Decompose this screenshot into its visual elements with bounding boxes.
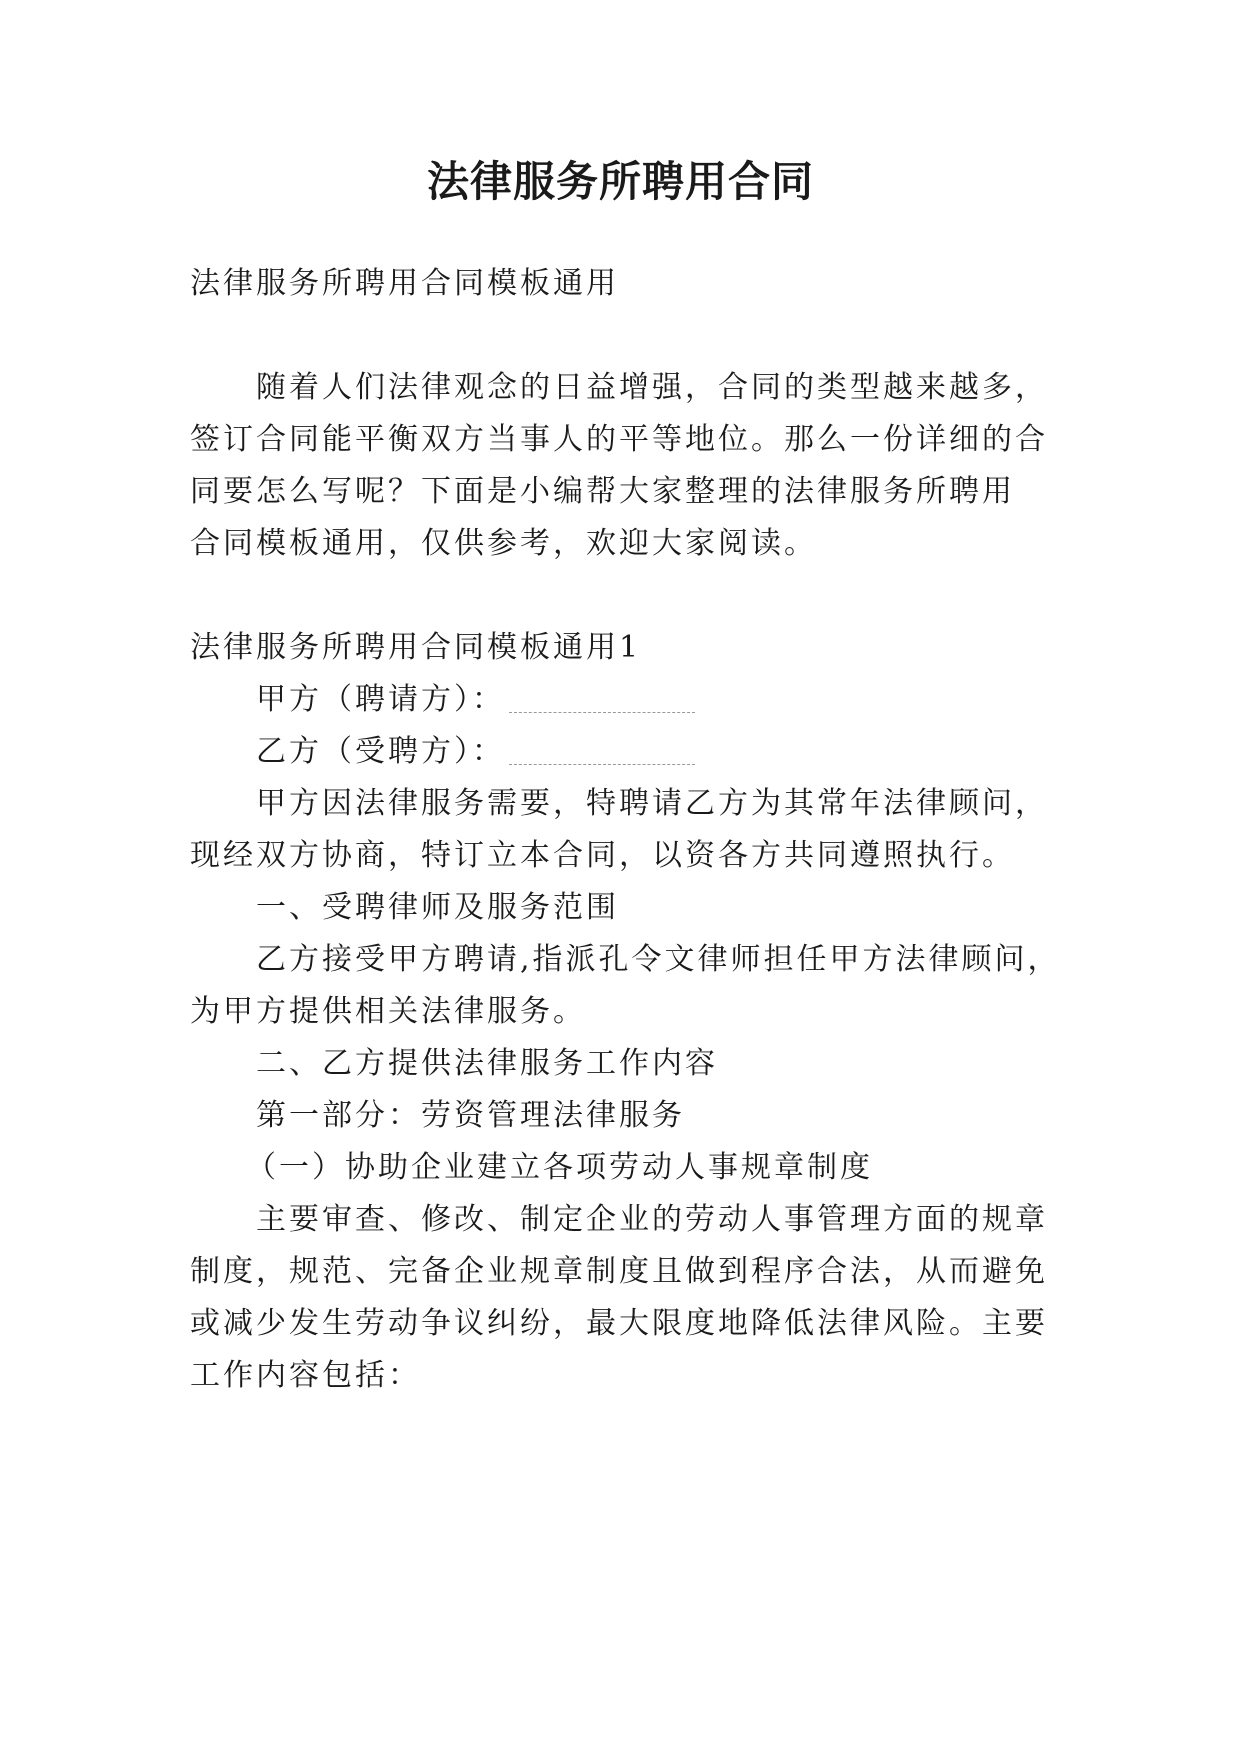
party-a-label: 甲方（聘请方）：	[256, 682, 505, 717]
part-heading: 第一部分：劳资管理法律服务	[256, 1098, 685, 1133]
document-title: 法律服务所聘用合同	[426, 157, 814, 206]
body-line: 甲方因法律服务需要，特聘请乙方为其常年法律顾问，	[256, 786, 1048, 821]
party-b-line	[256, 732, 1136, 772]
intro-line: 签订合同能平衡双方当事人的平等地位。那么一份详细的合	[190, 422, 1048, 457]
body-line: 现经双方协商，特订立本合同，以资各方共同遵照执行。	[190, 838, 1015, 873]
body-line: 为甲方提供相关法律服务。	[190, 994, 586, 1029]
section-heading: 法律服务所聘用合同模板通用1	[190, 630, 642, 665]
subclause-heading: （一）协助企业建立各项劳动人事规章制度	[246, 1150, 873, 1185]
body-line: 或减少发生劳动争议纠纷，最大限度地降低法律风险。主要	[190, 1306, 1048, 1341]
party-b-label: 乙方（受聘方）：	[256, 734, 505, 769]
body-line: 制度，规范、完备企业规章制度且做到程序合法，从而避免	[190, 1254, 1048, 1289]
party-b-blank	[509, 762, 695, 765]
body-line: 工作内容包括：	[190, 1358, 421, 1393]
party-a-blank	[509, 710, 695, 713]
party-a-line	[256, 680, 1136, 720]
intro-line: 随着人们法律观念的日益增强，合同的类型越来越多，	[256, 370, 1048, 405]
clause-heading: 二、乙方提供法律服务工作内容	[256, 1046, 718, 1081]
intro-line: 合同模板通用，仅供参考，欢迎大家阅读。	[190, 526, 817, 561]
document-subtitle: 法律服务所聘用合同模板通用	[190, 266, 619, 301]
body-line: 乙方接受甲方聘请,指派孔令文律师担任甲方法律顾问，	[256, 942, 1061, 977]
body-line: 主要审查、修改、制定企业的劳动人事管理方面的规章	[256, 1202, 1048, 1237]
intro-line: 同要怎么写呢？下面是小编帮大家整理的法律服务所聘用	[190, 474, 1015, 509]
clause-heading: 一、受聘律师及服务范围	[256, 890, 619, 925]
